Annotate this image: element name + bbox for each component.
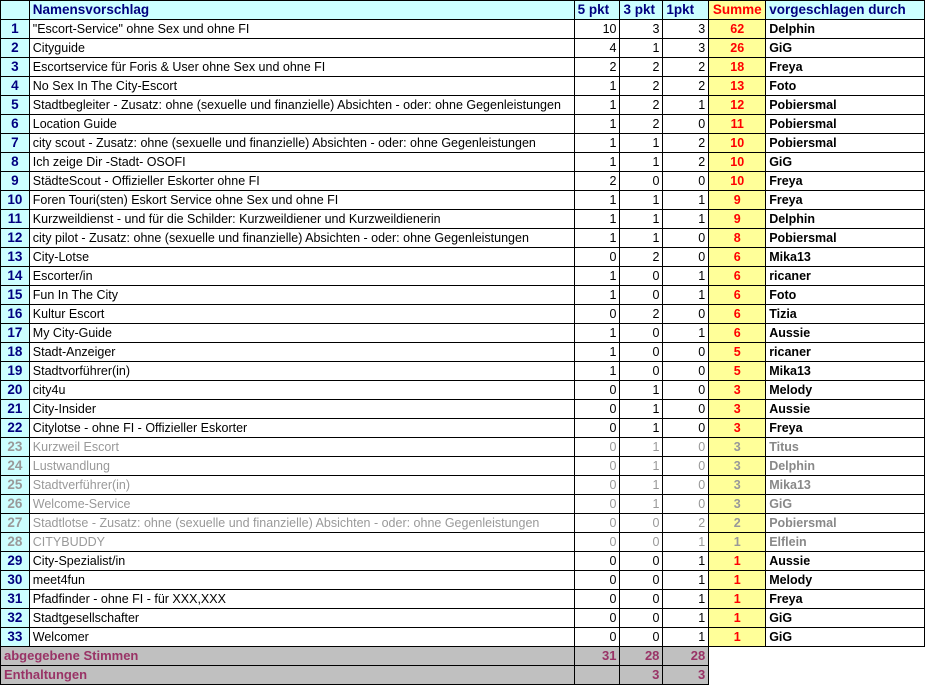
- row-name: Kurzweil Escort: [29, 438, 574, 457]
- row-5pkt: 1: [574, 267, 620, 286]
- table-row: [1, 39, 925, 58]
- footer-row: [1, 666, 925, 685]
- row-vorgeschlagen: Aussie: [766, 324, 925, 343]
- row-5pkt: 0: [574, 552, 620, 571]
- row-vorgeschlagen: ricaner: [766, 267, 925, 286]
- row-3pkt: 2: [620, 305, 663, 324]
- footer-blank: [766, 647, 925, 666]
- table-row: [1, 229, 925, 248]
- row-1pkt: 0: [663, 438, 709, 457]
- row-3pkt: 1: [620, 495, 663, 514]
- row-summe: 6: [709, 248, 766, 267]
- row-summe: 6: [709, 267, 766, 286]
- row-name: Welcomer: [29, 628, 574, 647]
- row-5pkt: 0: [574, 381, 620, 400]
- row-1pkt: 0: [663, 172, 709, 191]
- row-summe: 1: [709, 552, 766, 571]
- row-5pkt: 0: [574, 628, 620, 647]
- table-row: [1, 476, 925, 495]
- row-1pkt: 2: [663, 58, 709, 77]
- row-1pkt: 0: [663, 457, 709, 476]
- footer-p1: 3: [663, 666, 709, 685]
- table-row: [1, 305, 925, 324]
- row-name: Escortservice für Foris & User ohne Sex und ohne FI: [29, 58, 574, 77]
- row-vorgeschlagen: Pobiersmal: [766, 514, 925, 533]
- row-vorgeschlagen: Mika13: [766, 362, 925, 381]
- row-3pkt: 1: [620, 191, 663, 210]
- row-3pkt: 0: [620, 609, 663, 628]
- row-name: Cityguide: [29, 39, 574, 58]
- row-summe: 3: [709, 419, 766, 438]
- row-number: 2: [1, 39, 30, 58]
- row-3pkt: 2: [620, 115, 663, 134]
- table-row: [1, 286, 925, 305]
- table-row: [1, 191, 925, 210]
- row-3pkt: 3: [620, 20, 663, 39]
- row-name: Escorter/in: [29, 267, 574, 286]
- row-1pkt: 0: [663, 362, 709, 381]
- row-summe: 26: [709, 39, 766, 58]
- row-5pkt: 0: [574, 571, 620, 590]
- row-name: CITYBUDDY: [29, 533, 574, 552]
- row-summe: 6: [709, 286, 766, 305]
- row-5pkt: 1: [574, 210, 620, 229]
- row-5pkt: 1: [574, 229, 620, 248]
- row-number: 13: [1, 248, 30, 267]
- header-row: [1, 1, 925, 20]
- row-vorgeschlagen: GiG: [766, 628, 925, 647]
- row-name: Stadtvorführer(in): [29, 362, 574, 381]
- row-name: Kultur Escort: [29, 305, 574, 324]
- header-summe: Summe: [709, 1, 766, 20]
- row-name: StädteScout - Offizieller Eskorter ohne FI: [29, 172, 574, 191]
- header-5pkt: 5 pkt: [574, 1, 620, 20]
- row-vorgeschlagen: GiG: [766, 39, 925, 58]
- row-1pkt: 1: [663, 590, 709, 609]
- row-5pkt: 0: [574, 533, 620, 552]
- table-row: [1, 134, 925, 153]
- row-name: Citylotse - ohne FI - Offizieller Eskorter: [29, 419, 574, 438]
- row-vorgeschlagen: Aussie: [766, 400, 925, 419]
- row-5pkt: 2: [574, 172, 620, 191]
- footer-blank: [709, 666, 766, 685]
- row-5pkt: 1: [574, 153, 620, 172]
- row-3pkt: 1: [620, 381, 663, 400]
- row-5pkt: 0: [574, 476, 620, 495]
- row-1pkt: 0: [663, 476, 709, 495]
- row-1pkt: 1: [663, 533, 709, 552]
- row-5pkt: 1: [574, 115, 620, 134]
- row-3pkt: 1: [620, 457, 663, 476]
- row-summe: 5: [709, 343, 766, 362]
- row-3pkt: 0: [620, 172, 663, 191]
- row-number: 23: [1, 438, 30, 457]
- row-3pkt: 0: [620, 552, 663, 571]
- table-row: [1, 20, 925, 39]
- row-vorgeschlagen: Pobiersmal: [766, 115, 925, 134]
- row-5pkt: 0: [574, 305, 620, 324]
- footer-blank: [709, 647, 766, 666]
- table-row: [1, 381, 925, 400]
- footer-blank: [766, 666, 925, 685]
- row-name: Ich zeige Dir -Stadt- OSOFI: [29, 153, 574, 172]
- row-3pkt: 0: [620, 590, 663, 609]
- row-vorgeschlagen: Tizia: [766, 305, 925, 324]
- row-3pkt: 1: [620, 39, 663, 58]
- table-row: [1, 77, 925, 96]
- table-row: [1, 590, 925, 609]
- row-number: 8: [1, 153, 30, 172]
- row-1pkt: 1: [663, 96, 709, 115]
- row-vorgeschlagen: Titus: [766, 438, 925, 457]
- row-5pkt: 1: [574, 134, 620, 153]
- row-1pkt: 0: [663, 229, 709, 248]
- row-vorgeschlagen: Pobiersmal: [766, 229, 925, 248]
- row-1pkt: 1: [663, 552, 709, 571]
- row-3pkt: 1: [620, 419, 663, 438]
- row-5pkt: 0: [574, 495, 620, 514]
- row-name: City-Insider: [29, 400, 574, 419]
- row-3pkt: 1: [620, 400, 663, 419]
- row-number: 3: [1, 58, 30, 77]
- row-summe: 11: [709, 115, 766, 134]
- row-number: 17: [1, 324, 30, 343]
- row-1pkt: 1: [663, 286, 709, 305]
- row-name: Kurzweildienst - und für die Schilder: Kurzweildiener und Kurzweildienerin: [29, 210, 574, 229]
- header-vorgeschlagen: vorgeschlagen durch: [766, 1, 925, 20]
- row-1pkt: 3: [663, 20, 709, 39]
- row-number: 27: [1, 514, 30, 533]
- header-name: Namensvorschlag: [29, 1, 574, 20]
- row-5pkt: 0: [574, 419, 620, 438]
- row-name: Stadtgesellschafter: [29, 609, 574, 628]
- row-name: city scout - Zusatz: ohne (sexuelle und finanzielle) Absichten - oder: ohne Gegenleistungen: [29, 134, 574, 153]
- row-5pkt: 0: [574, 400, 620, 419]
- row-5pkt: 1: [574, 324, 620, 343]
- row-vorgeschlagen: Pobiersmal: [766, 134, 925, 153]
- table-row: [1, 628, 925, 647]
- row-vorgeschlagen: Freya: [766, 419, 925, 438]
- row-number: 14: [1, 267, 30, 286]
- row-number: 19: [1, 362, 30, 381]
- row-vorgeschlagen: Foto: [766, 77, 925, 96]
- row-vorgeschlagen: Pobiersmal: [766, 96, 925, 115]
- footer-p5: 31: [574, 647, 620, 666]
- row-number: 29: [1, 552, 30, 571]
- row-number: 16: [1, 305, 30, 324]
- table-row: [1, 248, 925, 267]
- row-summe: 12: [709, 96, 766, 115]
- row-3pkt: 2: [620, 58, 663, 77]
- row-vorgeschlagen: Freya: [766, 58, 925, 77]
- row-summe: 3: [709, 495, 766, 514]
- row-3pkt: 1: [620, 476, 663, 495]
- row-summe: 3: [709, 381, 766, 400]
- row-name: City-Spezialist/in: [29, 552, 574, 571]
- footer-p5: [574, 666, 620, 685]
- row-summe: 3: [709, 476, 766, 495]
- table-row: [1, 153, 925, 172]
- row-summe: 1: [709, 628, 766, 647]
- row-summe: 8: [709, 229, 766, 248]
- row-number: 30: [1, 571, 30, 590]
- row-5pkt: 1: [574, 362, 620, 381]
- row-summe: 13: [709, 77, 766, 96]
- row-number: 12: [1, 229, 30, 248]
- row-vorgeschlagen: Elflein: [766, 533, 925, 552]
- row-name: meet4fun: [29, 571, 574, 590]
- row-1pkt: 2: [663, 514, 709, 533]
- row-1pkt: 0: [663, 381, 709, 400]
- row-number: 10: [1, 191, 30, 210]
- footer-p3: 28: [620, 647, 663, 666]
- row-summe: 1: [709, 571, 766, 590]
- row-vorgeschlagen: Delphin: [766, 457, 925, 476]
- row-3pkt: 1: [620, 134, 663, 153]
- row-1pkt: 1: [663, 628, 709, 647]
- row-vorgeschlagen: GiG: [766, 495, 925, 514]
- row-1pkt: 0: [663, 343, 709, 362]
- row-summe: 18: [709, 58, 766, 77]
- row-3pkt: 0: [620, 514, 663, 533]
- row-5pkt: 10: [574, 20, 620, 39]
- row-summe: 9: [709, 191, 766, 210]
- row-name: city4u: [29, 381, 574, 400]
- footer-label: Enthaltungen: [1, 666, 575, 685]
- row-summe: 6: [709, 324, 766, 343]
- row-5pkt: 1: [574, 191, 620, 210]
- row-vorgeschlagen: Freya: [766, 172, 925, 191]
- header-no: [1, 1, 30, 20]
- row-1pkt: 0: [663, 115, 709, 134]
- table-row: [1, 172, 925, 191]
- row-vorgeschlagen: Foto: [766, 286, 925, 305]
- row-number: 15: [1, 286, 30, 305]
- row-1pkt: 3: [663, 39, 709, 58]
- row-vorgeschlagen: Freya: [766, 191, 925, 210]
- footer-row: [1, 647, 925, 666]
- row-3pkt: 0: [620, 571, 663, 590]
- row-summe: 2: [709, 514, 766, 533]
- header-1pkt: 1pkt: [663, 1, 709, 20]
- row-number: 7: [1, 134, 30, 153]
- row-number: 1: [1, 20, 30, 39]
- row-3pkt: 1: [620, 438, 663, 457]
- table-row: [1, 495, 925, 514]
- row-name: city pilot - Zusatz: ohne (sexuelle und finanzielle) Absichten - oder: ohne Gegenleistungen: [29, 229, 574, 248]
- row-3pkt: 1: [620, 210, 663, 229]
- row-5pkt: 4: [574, 39, 620, 58]
- table-row: [1, 58, 925, 77]
- row-name: Stadtverführer(in): [29, 476, 574, 495]
- row-number: 5: [1, 96, 30, 115]
- row-1pkt: 1: [663, 210, 709, 229]
- row-summe: 10: [709, 134, 766, 153]
- row-1pkt: 2: [663, 153, 709, 172]
- row-1pkt: 0: [663, 248, 709, 267]
- row-vorgeschlagen: Melody: [766, 381, 925, 400]
- row-5pkt: 1: [574, 96, 620, 115]
- row-name: Lustwandlung: [29, 457, 574, 476]
- row-number: 21: [1, 400, 30, 419]
- row-name: Stadtbegleiter - Zusatz: ohne (sexuelle und finanzielle) Absichten - oder: ohne Gegenleistungen: [29, 96, 574, 115]
- row-number: 26: [1, 495, 30, 514]
- row-summe: 5: [709, 362, 766, 381]
- table-row: [1, 324, 925, 343]
- row-3pkt: 2: [620, 77, 663, 96]
- row-number: 31: [1, 590, 30, 609]
- row-summe: 3: [709, 400, 766, 419]
- table-row: [1, 552, 925, 571]
- row-name: "Escort-Service" ohne Sex und ohne FI: [29, 20, 574, 39]
- row-number: 32: [1, 609, 30, 628]
- row-summe: 10: [709, 172, 766, 191]
- row-1pkt: 1: [663, 324, 709, 343]
- footer-label: abgegebene Stimmen: [1, 647, 575, 666]
- footer-p3: 3: [620, 666, 663, 685]
- row-5pkt: 1: [574, 286, 620, 305]
- row-name: Location Guide: [29, 115, 574, 134]
- row-name: Stadtlotse - Zusatz: ohne (sexuelle und finanzielle) Absichten - oder: ohne Gegenleistungen: [29, 514, 574, 533]
- row-1pkt: 0: [663, 495, 709, 514]
- row-vorgeschlagen: Melody: [766, 571, 925, 590]
- row-5pkt: 1: [574, 77, 620, 96]
- row-summe: 62: [709, 20, 766, 39]
- row-vorgeschlagen: Aussie: [766, 552, 925, 571]
- row-3pkt: 1: [620, 229, 663, 248]
- row-summe: 3: [709, 438, 766, 457]
- row-name: Stadt-Anzeiger: [29, 343, 574, 362]
- row-5pkt: 0: [574, 590, 620, 609]
- row-summe: 3: [709, 457, 766, 476]
- table-row: [1, 533, 925, 552]
- row-name: Fun In The City: [29, 286, 574, 305]
- row-3pkt: 0: [620, 533, 663, 552]
- row-3pkt: 0: [620, 324, 663, 343]
- table-row: [1, 419, 925, 438]
- row-name: Welcome-Service: [29, 495, 574, 514]
- row-summe: 6: [709, 305, 766, 324]
- row-3pkt: 0: [620, 628, 663, 647]
- row-vorgeschlagen: Mika13: [766, 476, 925, 495]
- row-vorgeschlagen: Mika13: [766, 248, 925, 267]
- table-row: [1, 362, 925, 381]
- row-1pkt: 1: [663, 267, 709, 286]
- row-number: 11: [1, 210, 30, 229]
- footer-p1: 28: [663, 647, 709, 666]
- table-row: [1, 571, 925, 590]
- row-3pkt: 0: [620, 286, 663, 305]
- row-summe: 10: [709, 153, 766, 172]
- row-number: 9: [1, 172, 30, 191]
- row-vorgeschlagen: ricaner: [766, 343, 925, 362]
- row-5pkt: 0: [574, 514, 620, 533]
- row-5pkt: 1: [574, 343, 620, 362]
- row-number: 25: [1, 476, 30, 495]
- row-1pkt: 1: [663, 609, 709, 628]
- row-5pkt: 2: [574, 58, 620, 77]
- row-1pkt: 2: [663, 134, 709, 153]
- row-3pkt: 1: [620, 153, 663, 172]
- row-1pkt: 0: [663, 419, 709, 438]
- row-5pkt: 0: [574, 438, 620, 457]
- row-3pkt: 2: [620, 248, 663, 267]
- row-summe: 1: [709, 533, 766, 552]
- table-row: [1, 438, 925, 457]
- row-name: Pfadfinder - ohne FI - für XXX,XXX: [29, 590, 574, 609]
- table-row: [1, 514, 925, 533]
- row-1pkt: 1: [663, 571, 709, 590]
- row-number: 28: [1, 533, 30, 552]
- row-name: City-Lotse: [29, 248, 574, 267]
- row-vorgeschlagen: GiG: [766, 153, 925, 172]
- row-vorgeschlagen: Delphin: [766, 20, 925, 39]
- table-row: [1, 210, 925, 229]
- row-name: No Sex In The City-Escort: [29, 77, 574, 96]
- table-row: [1, 115, 925, 134]
- table-row: [1, 96, 925, 115]
- row-5pkt: 0: [574, 609, 620, 628]
- row-summe: 1: [709, 590, 766, 609]
- row-1pkt: 0: [663, 400, 709, 419]
- row-number: 33: [1, 628, 30, 647]
- row-3pkt: 0: [620, 267, 663, 286]
- row-summe: 9: [709, 210, 766, 229]
- table-row: [1, 400, 925, 419]
- row-summe: 1: [709, 609, 766, 628]
- row-5pkt: 0: [574, 248, 620, 267]
- row-number: 22: [1, 419, 30, 438]
- row-1pkt: 0: [663, 305, 709, 324]
- row-3pkt: 0: [620, 343, 663, 362]
- row-vorgeschlagen: Delphin: [766, 210, 925, 229]
- row-1pkt: 2: [663, 77, 709, 96]
- row-number: 24: [1, 457, 30, 476]
- table-row: [1, 457, 925, 476]
- row-number: 18: [1, 343, 30, 362]
- row-number: 4: [1, 77, 30, 96]
- row-5pkt: 0: [574, 457, 620, 476]
- row-3pkt: 2: [620, 96, 663, 115]
- row-3pkt: 0: [620, 362, 663, 381]
- table-row: [1, 267, 925, 286]
- row-number: 6: [1, 115, 30, 134]
- row-vorgeschlagen: Freya: [766, 590, 925, 609]
- header-3pkt: 3 pkt: [620, 1, 663, 20]
- row-name: My City-Guide: [29, 324, 574, 343]
- row-number: 20: [1, 381, 30, 400]
- row-1pkt: 1: [663, 191, 709, 210]
- row-name: Foren Touri(sten) Eskort Service ohne Sex und ohne FI: [29, 191, 574, 210]
- row-vorgeschlagen: GiG: [766, 609, 925, 628]
- table-row: [1, 609, 925, 628]
- table-row: [1, 343, 925, 362]
